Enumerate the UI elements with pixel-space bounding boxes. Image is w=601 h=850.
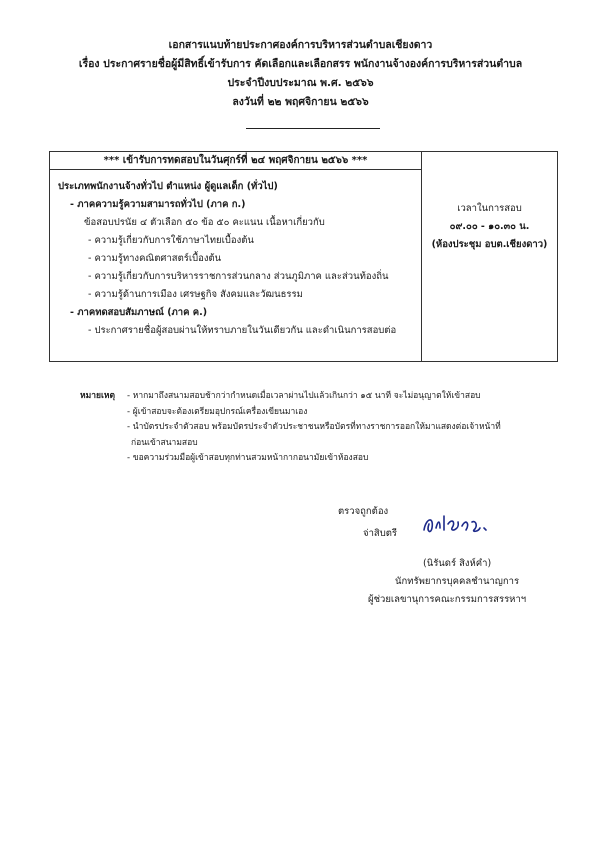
topic-item: - ความรู้เกี่ยวกับการบริหารราชการส่วนกลาง ส่วนภูมิภาค และส่วนท้องถิ่น xyxy=(88,271,389,282)
signer-position: นักทรัพยากรบุคคลชำนาญการ xyxy=(395,576,520,587)
remark-item: - หากมาถึงสนามสอบช้ากว่ากำหนดเมื่อเวลาผ่านไปแล้วเกินกว่า ๑๕ นาที จะไม่อนุญาตให้เข้าสอบ xyxy=(127,391,481,401)
handwritten-signature xyxy=(420,510,496,538)
header-title: เอกสารแนบท้ายประกาศองค์การบริหารส่วนตำบลเชียงดาว xyxy=(168,39,433,51)
remark-item: - ขอความร่วมมือผู้เข้าสอบทุกท่านสวมหน้ากากอนามัยเข้าห้องสอบ xyxy=(127,453,369,463)
header-fiscal-year: ประจำปีงบประมาณ พ.ศ. ๒๕๖๖ xyxy=(227,77,374,89)
exam-date-title: *** เข้ารับการทดสอบในวันศุกร์ที่ ๒๔ พฤศจิกายน ๒๕๖๖ *** xyxy=(103,155,368,166)
header-subject: เรื่อง ประกาศรายชื่อผู้มีสิทธิ์เข้ารับการ คัดเลือกและเลือกสรร พนักงานจ้างองค์การบริหารส่วนตำบล xyxy=(78,58,523,70)
remark-item: - ผู้เข้าสอบจะต้องเตรียมอุปกรณ์เครื่องเขียนมาเอง xyxy=(127,406,308,417)
topic-item: - ความรู้ทางคณิตศาสตร์เบื้องต้น xyxy=(88,253,222,264)
section-b-description: - ประกาศรายชื่อผู้สอบผ่านให้ทราบภายในวันเดียวกัน และดำเนินการสอบต่อ xyxy=(88,325,397,336)
remarks-label: หมายเหตุ xyxy=(80,391,115,401)
position-category: ประเภทพนักงานจ้างทั่วไป ตำแหน่ง ผู้ดูแลเด็ก (ทั่วไป) xyxy=(58,181,278,192)
exam-time-cell xyxy=(421,200,558,254)
exam-time-label: เวลาในการสอบ xyxy=(457,203,522,214)
table-column-divider xyxy=(421,152,422,361)
topic-item: - ความรู้เกี่ยวกับการใช้ภาษาไทยเบื้องต้น xyxy=(88,235,254,246)
section-a-description: ข้อสอบปรนัย ๔ ตัวเลือก ๕๐ ข้อ ๕๐ คะแนน เนื้อหาเกี่ยวกับ xyxy=(84,217,325,228)
section-b-title: - ภาคทดสอบสัมภาษณ์ (ภาค ค.) xyxy=(70,307,208,318)
table-title-divider xyxy=(50,169,421,170)
verified-label: ตรวจถูกต้อง xyxy=(338,506,389,517)
topic-item: - ความรู้ด้านการเมือง เศรษฐกิจ สังคมและวัฒนธรรม xyxy=(88,289,303,300)
exam-schedule-table xyxy=(49,151,558,362)
section-a-title: - ภาคความรู้ความสามารถทั่วไป (ภาค ก.) xyxy=(70,199,246,210)
signer-rank: จ่าสิบตรี xyxy=(363,528,398,539)
header-divider xyxy=(246,128,380,129)
remarks-list xyxy=(127,389,501,467)
signer-full-name: (นิรันดร์ สิงห์คำ) xyxy=(423,558,492,569)
remark-item: ก่อนเข้าสนามสอบ xyxy=(131,437,198,448)
exam-time-value: ๐๙.๐๐ - ๑๐.๓๐ น. xyxy=(449,221,530,232)
exam-content xyxy=(58,178,396,340)
header-date: ลงวันที่ ๒๒ พฤศจิกายน ๒๕๖๖ xyxy=(232,96,369,108)
signer-committee-role: ผู้ช่วยเลขานุการคณะกรรมการสรรหาฯ xyxy=(368,594,527,605)
exam-room: (ห้องประชุม อบต.เชียงดาว) xyxy=(431,239,548,250)
remark-item: - นำบัตรประจำตัวสอบ พร้อมบัตรประจำตัวประชาชนหรือบัตรที่ทางราชการออกให้มาแสดงต่อเจ้าหน้าที่ xyxy=(127,422,501,432)
document-header xyxy=(40,36,561,112)
